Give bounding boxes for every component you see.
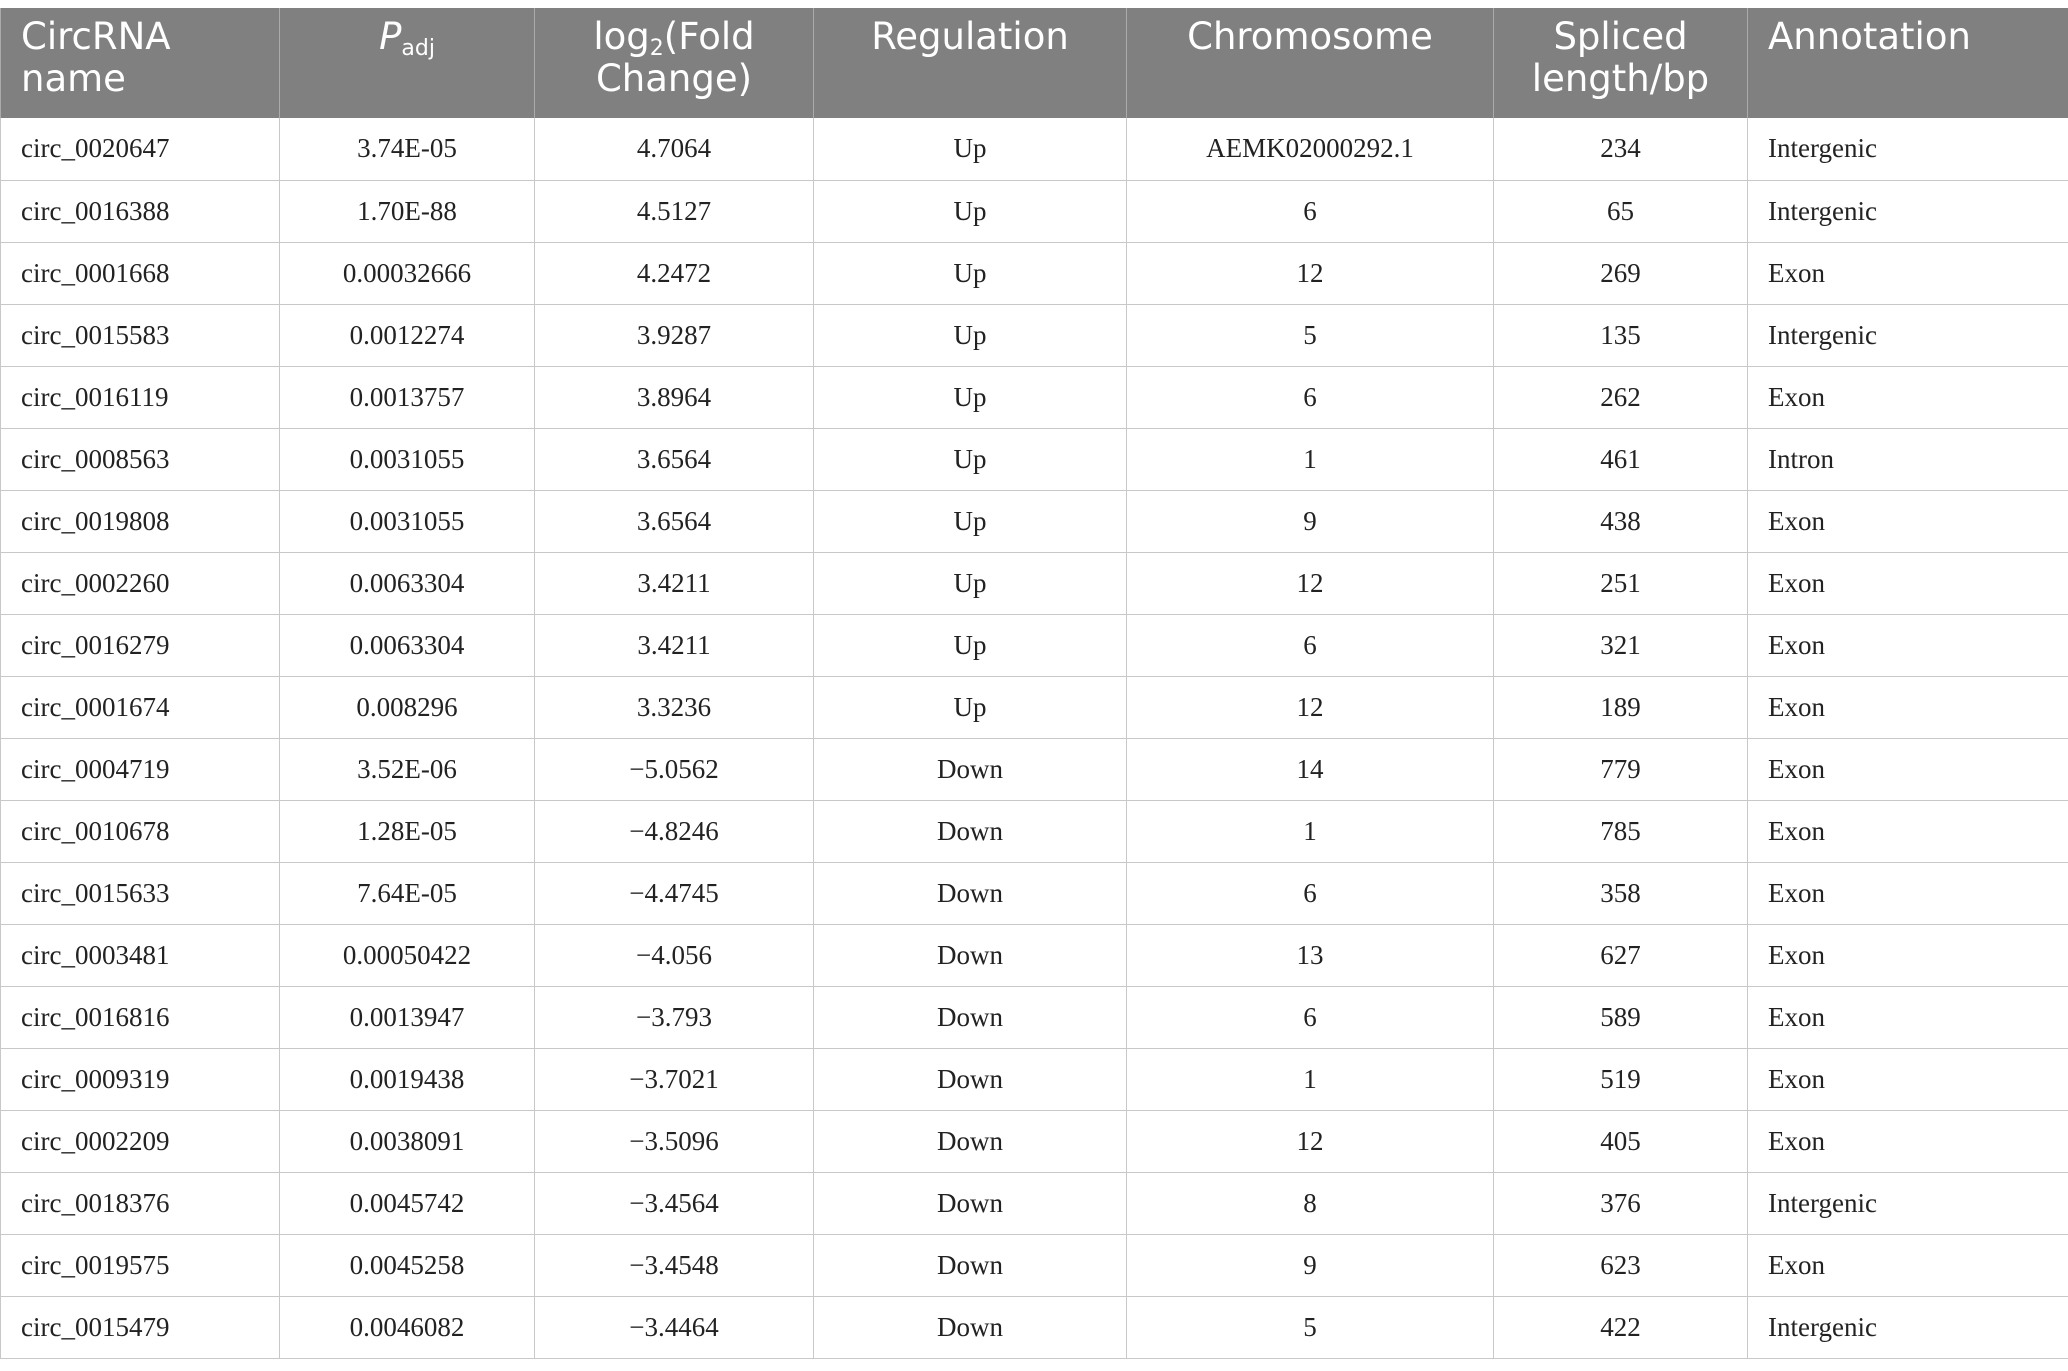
cell-circrna-name: circ_0002260 — [1, 552, 280, 614]
header-spliced-length — [1494, 8, 1748, 118]
cell-chromosome: AEMK02000292.1 — [1127, 118, 1494, 180]
table-row — [1, 242, 2068, 304]
cell-spliced-length: 269 — [1494, 242, 1748, 304]
table-row — [1, 1172, 2068, 1234]
circrna-table-container — [0, 8, 2068, 1359]
header-regulation — [814, 8, 1127, 118]
cell-regulation: Up — [814, 180, 1127, 242]
cell-regulation: Down — [814, 862, 1127, 924]
cell-padj: 3.74E-05 — [280, 118, 535, 180]
cell-padj: 1.28E-05 — [280, 800, 535, 862]
cell-regulation: Up — [814, 118, 1127, 180]
cell-regulation: Up — [814, 676, 1127, 738]
cell-circrna-name: circ_0016816 — [1, 986, 280, 1048]
cell-spliced-length: 234 — [1494, 118, 1748, 180]
cell-regulation: Up — [814, 614, 1127, 676]
cell-spliced-length: 189 — [1494, 676, 1748, 738]
cell-padj: 7.64E-05 — [280, 862, 535, 924]
cell-chromosome: 12 — [1127, 242, 1494, 304]
cell-chromosome: 9 — [1127, 490, 1494, 552]
cell-spliced-length: 251 — [1494, 552, 1748, 614]
cell-annotation: Intron — [1748, 428, 2068, 490]
cell-spliced-length: 627 — [1494, 924, 1748, 986]
cell-spliced-length: 422 — [1494, 1296, 1748, 1358]
table-row — [1, 366, 2068, 428]
cell-spliced-length: 623 — [1494, 1234, 1748, 1296]
cell-circrna-name: circ_0018376 — [1, 1172, 280, 1234]
cell-spliced-length: 438 — [1494, 490, 1748, 552]
cell-padj: 0.0031055 — [280, 428, 535, 490]
cell-annotation: Exon — [1748, 738, 2068, 800]
cell-padj: 0.0063304 — [280, 552, 535, 614]
cell-spliced-length: 376 — [1494, 1172, 1748, 1234]
cell-spliced-length: 519 — [1494, 1048, 1748, 1110]
table-row — [1, 862, 2068, 924]
cell-annotation: Intergenic — [1748, 1296, 2068, 1358]
header-log2-fold-change — [535, 8, 814, 118]
cell-annotation: Exon — [1748, 1234, 2068, 1296]
cell-chromosome: 13 — [1127, 924, 1494, 986]
cell-annotation: Exon — [1748, 986, 2068, 1048]
header-circrna-name-label: CircRNA name — [21, 15, 171, 100]
header-regulation-label: Regulation — [871, 15, 1069, 58]
cell-regulation: Up — [814, 366, 1127, 428]
cell-log2-fold-change: −3.7021 — [535, 1048, 814, 1110]
cell-chromosome: 6 — [1127, 614, 1494, 676]
cell-log2-fold-change: 4.7064 — [535, 118, 814, 180]
cell-spliced-length: 405 — [1494, 1110, 1748, 1172]
cell-regulation: Down — [814, 986, 1127, 1048]
table-body — [1, 118, 2068, 1358]
cell-regulation: Up — [814, 428, 1127, 490]
cell-circrna-name: circ_0015633 — [1, 862, 280, 924]
cell-chromosome: 1 — [1127, 428, 1494, 490]
table-row — [1, 1110, 2068, 1172]
cell-circrna-name: circ_0008563 — [1, 428, 280, 490]
cell-log2-fold-change: 3.6564 — [535, 428, 814, 490]
cell-spliced-length: 461 — [1494, 428, 1748, 490]
cell-chromosome: 6 — [1127, 180, 1494, 242]
cell-chromosome: 5 — [1127, 304, 1494, 366]
header-annotation-label: Annotation — [1768, 15, 1971, 58]
table-row — [1, 1296, 2068, 1358]
cell-circrna-name: circ_0015583 — [1, 304, 280, 366]
cell-regulation: Up — [814, 242, 1127, 304]
header-circrna-name — [1, 8, 280, 118]
cell-log2-fold-change: 3.4211 — [535, 552, 814, 614]
cell-regulation: Down — [814, 924, 1127, 986]
header-spliced-length-label: Spliced length/bp — [1531, 15, 1710, 100]
header-log-main: log — [593, 15, 650, 58]
cell-circrna-name: circ_0003481 — [1, 924, 280, 986]
cell-log2-fold-change: 3.4211 — [535, 614, 814, 676]
cell-circrna-name: circ_0019808 — [1, 490, 280, 552]
cell-chromosome: 1 — [1127, 1048, 1494, 1110]
cell-circrna-name: circ_0019575 — [1, 1234, 280, 1296]
cell-chromosome: 5 — [1127, 1296, 1494, 1358]
circrna-table — [0, 8, 2068, 1359]
table-row — [1, 800, 2068, 862]
cell-chromosome: 12 — [1127, 1110, 1494, 1172]
cell-log2-fold-change: −3.4464 — [535, 1296, 814, 1358]
header-chromosome — [1127, 8, 1494, 118]
cell-log2-fold-change: 3.6564 — [535, 490, 814, 552]
cell-log2-fold-change: −3.4548 — [535, 1234, 814, 1296]
cell-padj: 0.0038091 — [280, 1110, 535, 1172]
cell-spliced-length: 65 — [1494, 180, 1748, 242]
cell-regulation: Down — [814, 1234, 1127, 1296]
table-row — [1, 1234, 2068, 1296]
cell-regulation: Down — [814, 1110, 1127, 1172]
cell-annotation: Exon — [1748, 552, 2068, 614]
cell-regulation: Down — [814, 1172, 1127, 1234]
header-padj — [280, 8, 535, 118]
cell-annotation: Intergenic — [1748, 304, 2068, 366]
cell-spliced-length: 358 — [1494, 862, 1748, 924]
cell-annotation: Exon — [1748, 924, 2068, 986]
cell-chromosome: 8 — [1127, 1172, 1494, 1234]
cell-spliced-length: 779 — [1494, 738, 1748, 800]
cell-annotation: Intergenic — [1748, 180, 2068, 242]
cell-padj: 0.008296 — [280, 676, 535, 738]
cell-annotation: Exon — [1748, 1048, 2068, 1110]
table-row — [1, 490, 2068, 552]
cell-padj: 0.0063304 — [280, 614, 535, 676]
cell-spliced-length: 321 — [1494, 614, 1748, 676]
cell-regulation: Up — [814, 304, 1127, 366]
cell-chromosome: 9 — [1127, 1234, 1494, 1296]
cell-circrna-name: circ_0001668 — [1, 242, 280, 304]
cell-regulation: Down — [814, 800, 1127, 862]
table-row — [1, 180, 2068, 242]
cell-log2-fold-change: −5.0562 — [535, 738, 814, 800]
cell-spliced-length: 785 — [1494, 800, 1748, 862]
table-row — [1, 118, 2068, 180]
cell-annotation: Exon — [1748, 862, 2068, 924]
cell-chromosome: 14 — [1127, 738, 1494, 800]
cell-regulation: Down — [814, 1048, 1127, 1110]
cell-log2-fold-change: −4.056 — [535, 924, 814, 986]
cell-log2-fold-change: −4.8246 — [535, 800, 814, 862]
cell-circrna-name: circ_0009319 — [1, 1048, 280, 1110]
cell-circrna-name: circ_0015479 — [1, 1296, 280, 1358]
cell-circrna-name: circ_0016388 — [1, 180, 280, 242]
cell-circrna-name: circ_0010678 — [1, 800, 280, 862]
header-annotation — [1748, 8, 2068, 118]
cell-log2-fold-change: −3.793 — [535, 986, 814, 1048]
cell-spliced-length: 589 — [1494, 986, 1748, 1048]
cell-annotation: Exon — [1748, 366, 2068, 428]
header-padj-main: P — [379, 15, 402, 58]
cell-spliced-length: 262 — [1494, 366, 1748, 428]
cell-chromosome: 12 — [1127, 676, 1494, 738]
cell-annotation: Exon — [1748, 242, 2068, 304]
header-chromosome-label: Chromosome — [1187, 15, 1433, 58]
cell-padj: 3.52E-06 — [280, 738, 535, 800]
cell-padj: 0.0045258 — [280, 1234, 535, 1296]
table-row — [1, 304, 2068, 366]
cell-padj: 0.00050422 — [280, 924, 535, 986]
cell-circrna-name: circ_0001674 — [1, 676, 280, 738]
cell-log2-fold-change: −4.4745 — [535, 862, 814, 924]
header-log-rest: (Fold Change) — [595, 15, 755, 100]
cell-annotation: Intergenic — [1748, 118, 2068, 180]
cell-regulation: Up — [814, 490, 1127, 552]
cell-padj: 0.0013757 — [280, 366, 535, 428]
cell-padj: 0.0013947 — [280, 986, 535, 1048]
cell-annotation: Exon — [1748, 490, 2068, 552]
cell-regulation: Up — [814, 552, 1127, 614]
cell-chromosome: 1 — [1127, 800, 1494, 862]
cell-padj: 0.0012274 — [280, 304, 535, 366]
cell-annotation: Exon — [1748, 1110, 2068, 1172]
cell-circrna-name: circ_0002209 — [1, 1110, 280, 1172]
table-row — [1, 924, 2068, 986]
table-row — [1, 552, 2068, 614]
cell-circrna-name: circ_0016279 — [1, 614, 280, 676]
cell-log2-fold-change: −3.5096 — [535, 1110, 814, 1172]
table-row — [1, 738, 2068, 800]
header-padj-sub: adj — [401, 36, 435, 61]
table-row — [1, 1048, 2068, 1110]
cell-regulation: Down — [814, 1296, 1127, 1358]
header-log-sub: 2 — [649, 36, 664, 61]
cell-padj: 0.00032666 — [280, 242, 535, 304]
cell-annotation: Exon — [1748, 800, 2068, 862]
cell-chromosome: 6 — [1127, 986, 1494, 1048]
cell-circrna-name: circ_0004719 — [1, 738, 280, 800]
cell-padj: 0.0045742 — [280, 1172, 535, 1234]
cell-chromosome: 6 — [1127, 862, 1494, 924]
table-row — [1, 986, 2068, 1048]
cell-padj: 0.0046082 — [280, 1296, 535, 1358]
table-row — [1, 676, 2068, 738]
cell-circrna-name: circ_0016119 — [1, 366, 280, 428]
table-row — [1, 428, 2068, 490]
cell-padj: 0.0019438 — [280, 1048, 535, 1110]
cell-padj: 0.0031055 — [280, 490, 535, 552]
cell-spliced-length: 135 — [1494, 304, 1748, 366]
table-header-row — [1, 8, 2068, 118]
cell-log2-fold-change: 4.5127 — [535, 180, 814, 242]
cell-chromosome: 12 — [1127, 552, 1494, 614]
cell-regulation: Down — [814, 738, 1127, 800]
cell-log2-fold-change: 3.9287 — [535, 304, 814, 366]
cell-log2-fold-change: 4.2472 — [535, 242, 814, 304]
cell-annotation: Exon — [1748, 614, 2068, 676]
cell-annotation: Intergenic — [1748, 1172, 2068, 1234]
cell-circrna-name: circ_0020647 — [1, 118, 280, 180]
cell-padj: 1.70E-88 — [280, 180, 535, 242]
cell-log2-fold-change: 3.3236 — [535, 676, 814, 738]
cell-chromosome: 6 — [1127, 366, 1494, 428]
table-row — [1, 614, 2068, 676]
cell-annotation: Exon — [1748, 676, 2068, 738]
cell-log2-fold-change: −3.4564 — [535, 1172, 814, 1234]
cell-log2-fold-change: 3.8964 — [535, 366, 814, 428]
